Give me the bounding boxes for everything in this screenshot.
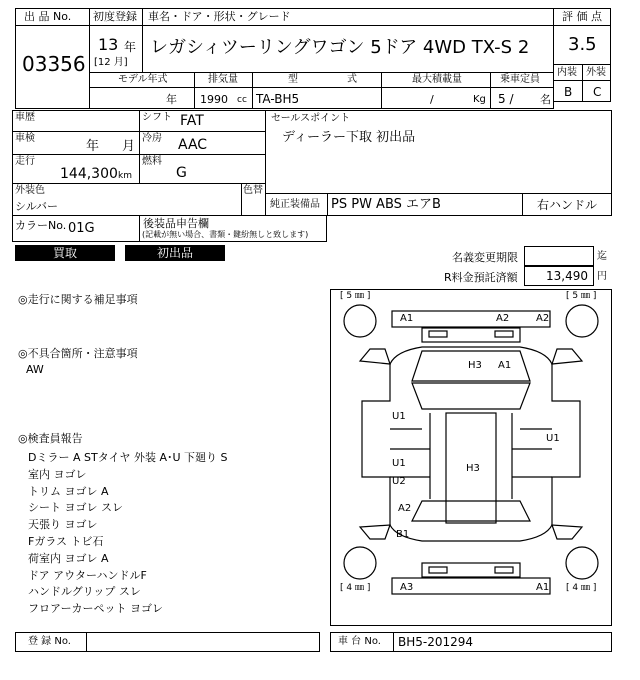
inspector-line: ハンドルグリップ スレ (28, 585, 141, 599)
mark-left-u2: U2 (392, 476, 406, 487)
buy-button[interactable]: 買取 (15, 245, 115, 261)
inspector-line: 荷室内 ヨゴレ A (28, 551, 109, 565)
tire-rear-right (566, 547, 598, 579)
shift-value: FAT (180, 113, 204, 129)
mileage-label: 走行 (15, 156, 35, 167)
first-reg-month: [12 月] (94, 57, 128, 68)
color-no-label: カラーNo. (15, 219, 67, 232)
body-outline (362, 347, 580, 541)
load-label: 最大積載量 (412, 74, 462, 85)
inspector-line: シート ヨゴレ スレ (28, 501, 123, 515)
inspector-line: Fガラス トビ石 (28, 534, 104, 548)
ac-value: AAC (178, 137, 208, 153)
model-year-unit: 年 (166, 93, 177, 106)
type-label-2: 式 (347, 74, 357, 85)
first-reg-year: 13 (98, 35, 119, 54)
rating-label: 評 価 点 (562, 10, 602, 23)
recycle-unit: 円 (597, 271, 607, 282)
displacement-label: 排気量 (208, 74, 238, 85)
name-change-label: 名義変更期限 (452, 251, 518, 264)
mark-hood-h3: H3 (468, 360, 482, 371)
inspector-line: トリム ヨゴレ A (28, 484, 109, 498)
mark-left-u1-front: U1 (392, 411, 406, 422)
chassis-value: BH5-201294 (398, 635, 474, 649)
mark-roof-h3: H3 (466, 463, 480, 474)
mark-left-a2: A2 (398, 503, 412, 514)
interior-label: 内装 (557, 67, 577, 78)
lot-number: 03356 (22, 52, 86, 76)
mark-left-b1: B1 (396, 529, 410, 540)
front-grille (422, 328, 520, 342)
driving-notes-title: ◎走行に関する補足事項 (18, 293, 138, 306)
color-no-value: 01G (68, 221, 95, 236)
recycle-value: 13,490 (546, 269, 588, 283)
mileage-value: 144,300 (60, 166, 118, 182)
tire-fr-depth: [ 5 ㎜ ] (566, 291, 597, 301)
exterior-grade: C (593, 85, 602, 99)
tire-front-left (344, 305, 376, 337)
displacement-unit: cc (237, 95, 247, 105)
after-parts-label: 後装品申告欄 (143, 217, 209, 230)
tire-front-right (566, 305, 598, 337)
first-listing-button[interactable]: 初出品 (125, 245, 225, 261)
mark-rear-bumper-l: A3 (400, 582, 414, 593)
equip-value: PS PW ABS エアB (331, 197, 441, 212)
history-label: 車歴 (15, 112, 35, 123)
inspection-year: 年 (86, 139, 100, 154)
capacity-label: 乗車定員 (500, 74, 540, 85)
repaint-label: 色替 (243, 185, 263, 196)
interior-grade: B (564, 85, 573, 99)
mark-front-bumper-l: A1 (400, 313, 414, 324)
type-label: 型 (288, 74, 298, 85)
fuel-label: 燃料 (142, 156, 162, 167)
mark-rear-bumper-r: A1 (536, 582, 550, 593)
car-name-label: 車名・ドア・形状・グレード (148, 10, 291, 23)
inspector-line: 室内 ヨゴレ (28, 467, 87, 481)
inspector-title: ◎検査員報告 (18, 432, 83, 445)
defects-value: AW (26, 363, 44, 376)
mark-left-u1-rear: U1 (392, 458, 406, 469)
rating-value: 3.5 (568, 34, 597, 55)
load-unit: Kg (473, 94, 486, 105)
handle-value: 右ハンドル (537, 198, 598, 212)
after-parts-note: (記載が無い場合、書類・鍵紛無しと致します) (142, 230, 309, 239)
exterior-label: 外装 (586, 67, 606, 78)
rear-panel (422, 563, 520, 577)
color-label: 外装色 (15, 185, 45, 196)
inspection-month: 月 (122, 139, 136, 154)
name-change-field (524, 246, 594, 266)
load-slash: / (430, 93, 434, 106)
tire-rear-left (344, 547, 376, 579)
tire-rl-depth: [ 4 ㎜ ] (340, 583, 371, 593)
ac-label: 冷房 (142, 133, 162, 144)
type-value: TA-BH5 (256, 92, 300, 106)
first-reg-year-unit: 年 (124, 40, 137, 54)
fuel-value: G (176, 165, 187, 181)
displacement-value: 1990 (200, 93, 228, 106)
rear-window (412, 501, 530, 521)
lot-label: 出 品 No. (24, 10, 72, 23)
tire-fl-depth: [ 5 ㎜ ] (340, 291, 371, 301)
sales-point-label: セールスポイント (271, 113, 351, 124)
defects-title: ◎不具合箇所・注意事項 (18, 347, 138, 360)
inspector-lines (28, 449, 228, 617)
capacity-value: 5 / (498, 92, 514, 106)
car-diagram (330, 289, 612, 626)
inspection-label: 車検 (15, 133, 35, 144)
mark-front-bumper-m: A2 (496, 313, 510, 324)
car-name: レガシィツーリングワゴン 5ドア 4WD TX-S 2 (150, 37, 530, 58)
rear-bumper (392, 578, 550, 594)
sales-point-value: ディーラー下取 初出品 (282, 130, 416, 145)
chassis-label: 車 台 No. (338, 636, 381, 647)
mark-right-u1: U1 (546, 433, 560, 444)
front-bumper (392, 311, 550, 327)
color-value: シルバー (15, 200, 58, 213)
mark-hood-a1: A1 (498, 360, 512, 371)
tire-rr-depth: [ 4 ㎜ ] (566, 583, 597, 593)
name-change-unit: 迄 (597, 251, 607, 262)
reg-value-cell (86, 632, 320, 652)
equip-label: 純正装備品 (270, 199, 320, 210)
inspector-line: ドア アウターハンドルF (28, 568, 147, 582)
mileage-unit: km (118, 171, 132, 181)
reg-label: 登 録 No. (28, 636, 71, 647)
windshield (412, 383, 530, 409)
first-reg-label: 初度登録 (93, 10, 137, 23)
mark-front-bumper-r: A2 (536, 313, 550, 324)
recycle-label: R料金預託済額 (444, 271, 518, 284)
capacity-unit: 名 (540, 93, 551, 106)
inspector-line: フロアーカーペット ヨゴレ (28, 602, 163, 616)
inspector-line: 天張り ヨゴレ (28, 518, 98, 532)
model-year-label: モデル年式 (118, 74, 168, 85)
shift-label: シフト (142, 112, 172, 123)
inspector-line: Dミラー A STタイヤ 外装 A･U 下廻り S (28, 451, 228, 464)
